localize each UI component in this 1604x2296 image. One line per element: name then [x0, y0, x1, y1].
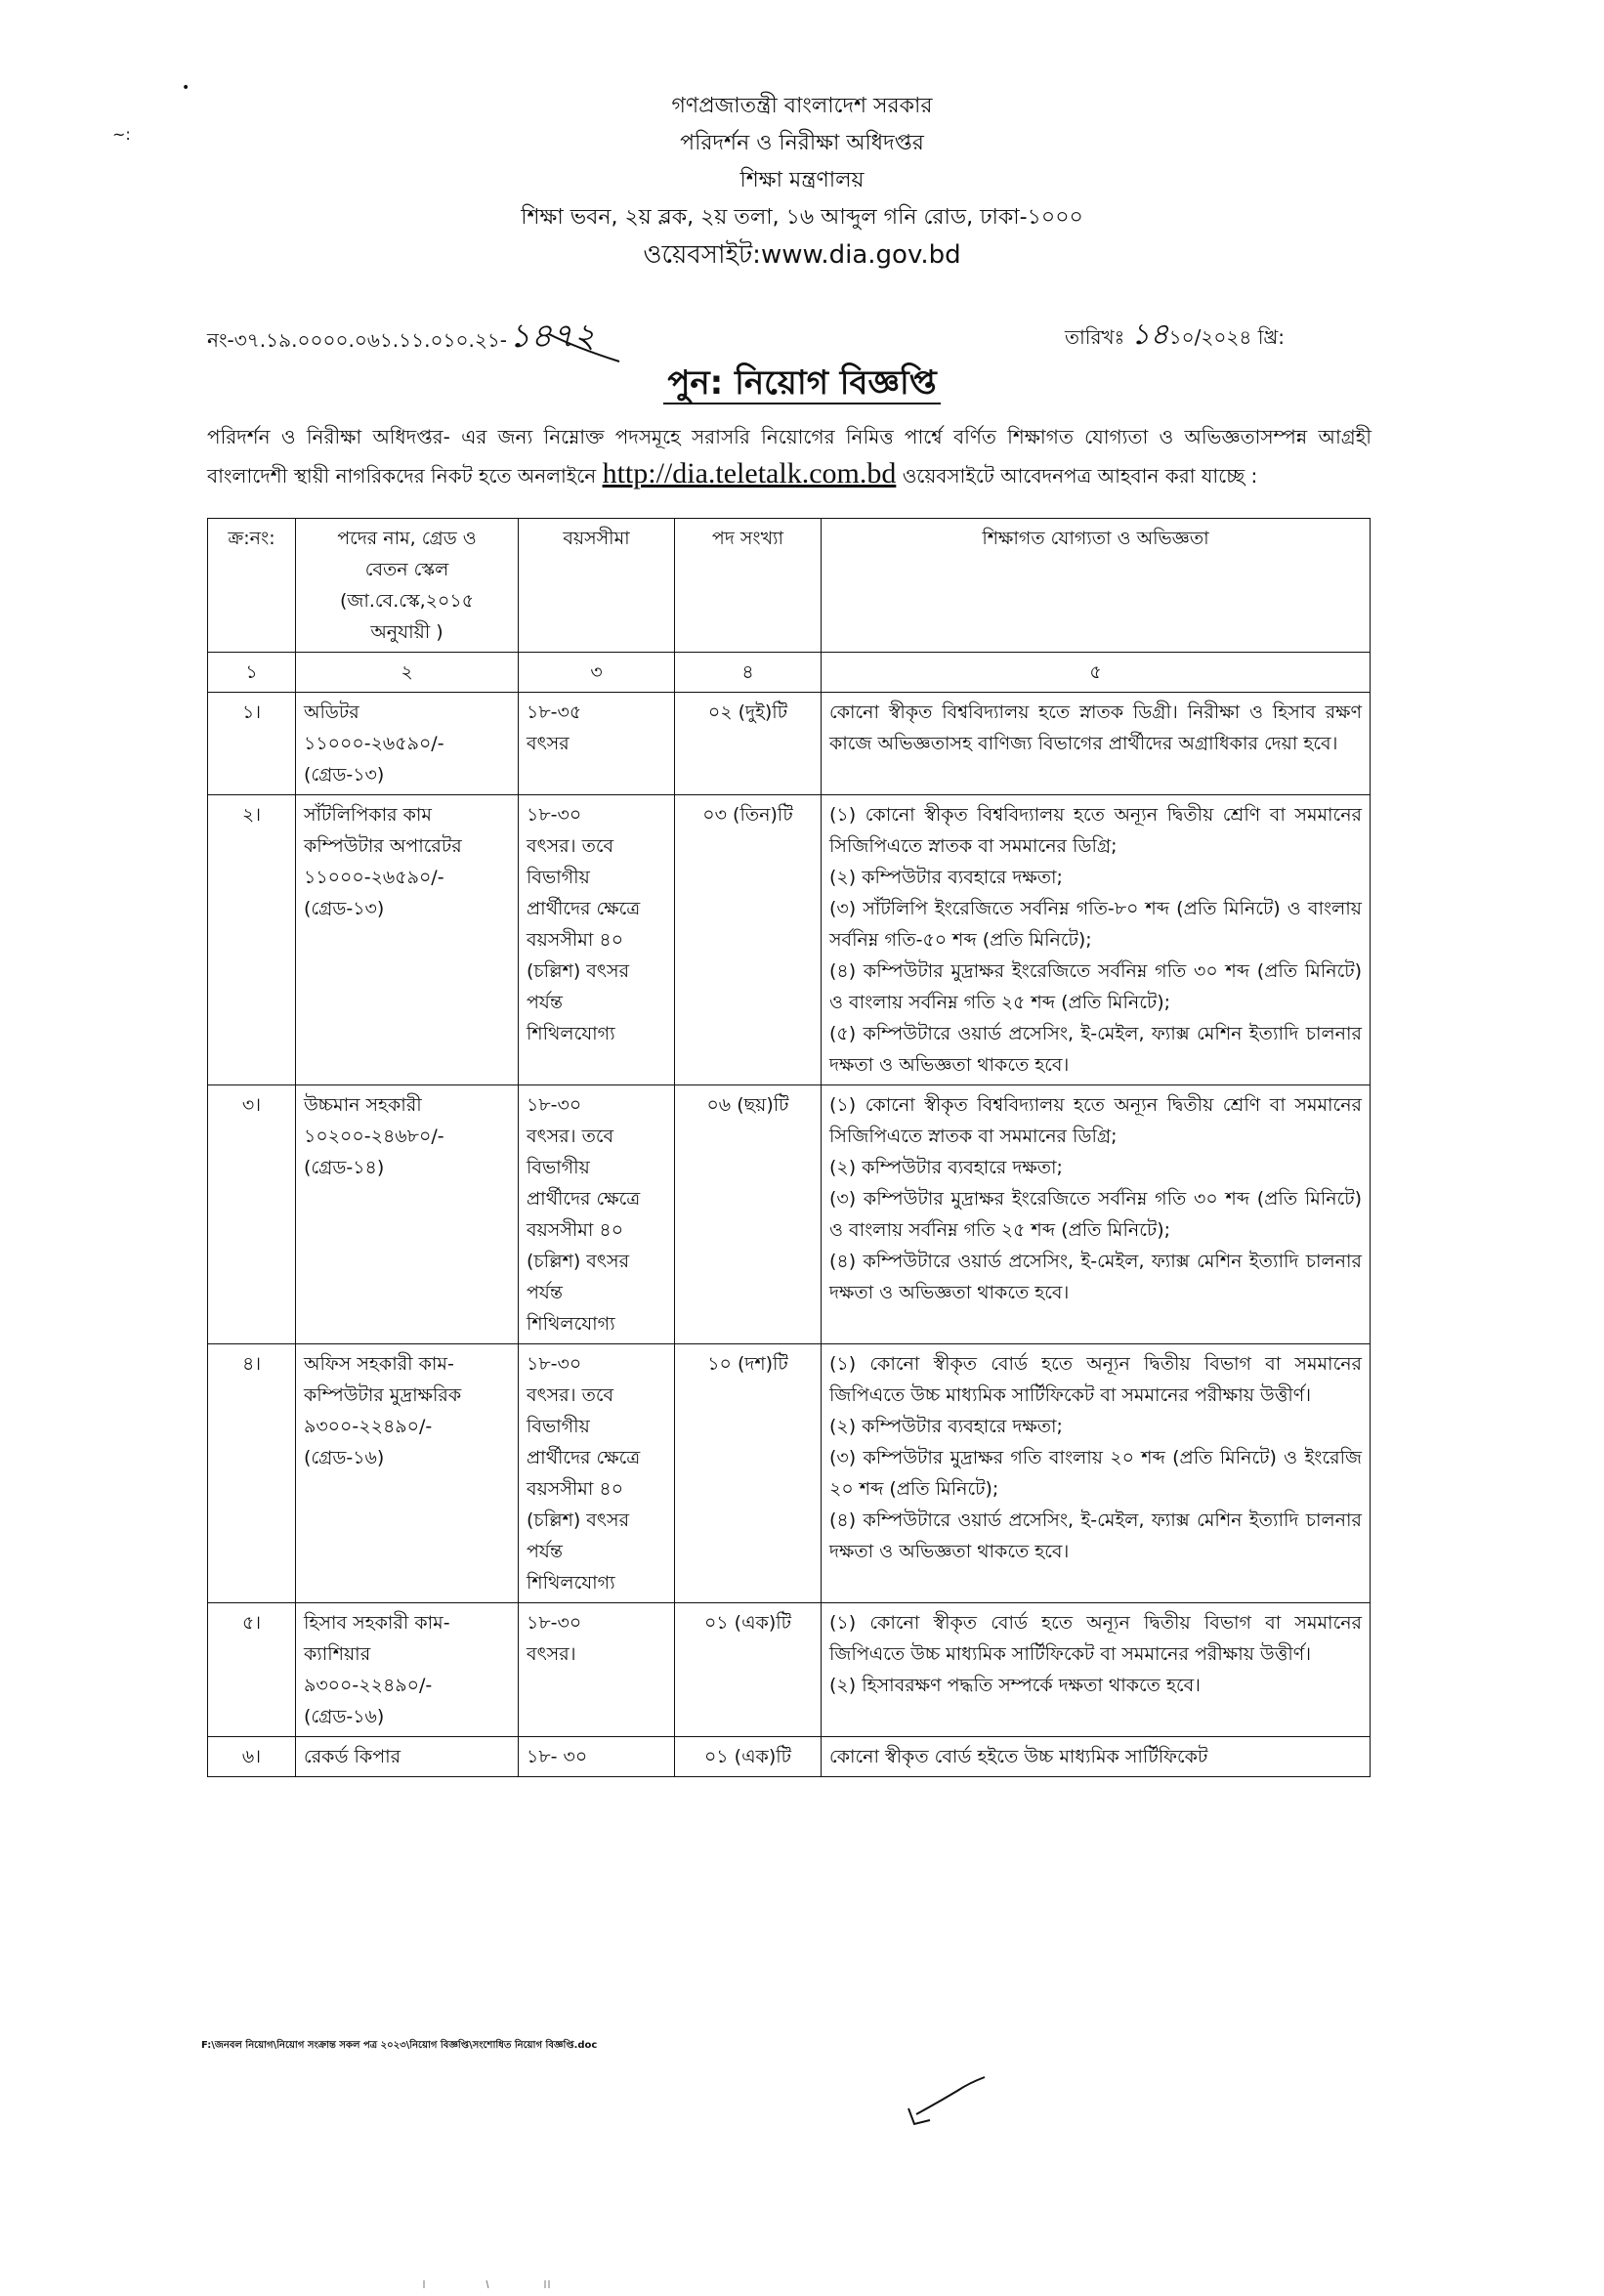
post-cell-line: (গ্রেড-১৪): [304, 1157, 385, 1178]
margin-mark: ~:: [112, 125, 131, 144]
date-rest: ১০/২০২৪ খ্রি:: [1168, 325, 1286, 349]
age-cell-line: ১৮-৩৫: [527, 702, 582, 723]
office-address: শিক্ষা ভবন, ২য় ব্লক, ২য় তলা, ১৬ আব্দুল গনি রোড, ঢাকা-১০০০: [521, 205, 1083, 230]
notice-title-text: পুন: নিয়োগ বিজ্ঞপ্তি: [663, 363, 940, 404]
header-age: বয়সসীমা: [519, 519, 675, 653]
ministry-name: শিক্ষা মন্ত্রণালয়: [739, 168, 865, 192]
qualification-cell-line: (৪) কম্পিউটারে ওয়ার্ড প্রসেসিং, ই-মেইল, ফ্যাক্স মেশিন ইত্যাদি চালনার দক্ষতা ও অভিজ্ঞতা থাকতে হবে।: [829, 1509, 1362, 1562]
age-cell-line: বিভাগীয়: [527, 1157, 590, 1178]
qualification-cell: [822, 1737, 1371, 1777]
date-label: তারিখঃ: [1065, 325, 1125, 349]
age-cell: [519, 1603, 675, 1737]
margin-mark: •: [182, 80, 190, 96]
serial-cell: ৪।: [208, 1344, 296, 1603]
age-cell: [519, 1737, 675, 1777]
post-cell-line: (গ্রেড-১৩): [304, 898, 385, 919]
post-cell: [296, 1737, 519, 1777]
qualification-cell-line: (৩) সাঁটলিপি ইংরেজিতে সর্বনিম্ন গতি-৮০ শব্দ (প্রতি মিনিটে) ও বাংলায় সর্বনিম্ন গতি-৫০ শব্দ (প্রতি মিনিটে);: [829, 898, 1362, 951]
column-number: ৩: [519, 653, 675, 693]
qualification-cell: [822, 1085, 1371, 1344]
age-cell-line: বয়সসীমা ৪০: [527, 1478, 624, 1500]
qualification-cell-line: (২) কম্পিউটার ব্যবহারে দক্ষতা;: [829, 867, 1063, 888]
qualification-cell-line: (৩) কম্পিউটার মুদ্রাক্ষর গতি বাংলায় ২০ শব্দ (প্রতি মিনিটে) ও ইংরেজি ২০ শব্দ (প্রতি মিনিটে);: [829, 1447, 1362, 1500]
post-cell: [296, 693, 519, 795]
age-cell: [519, 795, 675, 1085]
post-cell-line: ৯৩০০-২২৪৯০/-: [304, 1416, 433, 1437]
intro-text-after: ওয়েবসাইটে আবেদনপত্র আহবান করা যাচ্ছে :: [902, 464, 1258, 488]
column-number: ৫: [822, 653, 1371, 693]
serial-cell: ২।: [208, 795, 296, 1085]
age-cell-line: শিথিলযোগ্য: [527, 1313, 615, 1335]
post-cell: [296, 1603, 519, 1737]
age-cell-line: বৎসর। তবে: [527, 1126, 614, 1147]
count-cell: ১০ (দশ)টি: [675, 1344, 822, 1603]
qualification-cell-line: (১) কোনো স্বীকৃত বিশ্ববিদ্যালয় হতে অন্যূন দ্বিতীয় শ্রেণি বা সমমানের সিজিপিএতে স্নাতক বা সমমানের ডিগ্রি;: [829, 1094, 1362, 1147]
age-cell-line: পর্যন্ত: [527, 1282, 563, 1303]
age-cell-line: বৎসর। তবে: [527, 835, 614, 857]
qualification-cell-line: কোনো স্বীকৃত বোর্ড হইতে উচ্চ মাধ্যমিক সার্টিফিকেট: [829, 1746, 1208, 1767]
age-cell-line: (চল্লিশ) বৎসর: [527, 1509, 630, 1531]
post-cell: [296, 795, 519, 1085]
age-cell-line: বৎসর।: [527, 1643, 576, 1665]
age-cell-line: বিভাগীয়: [527, 867, 590, 888]
qualification-cell-line: (৪) কম্পিউটার মুদ্রাক্ষর ইংরেজিতে সর্বনিম্ন গতি ৩০ শব্দ (প্রতি মিনিটে) ও বাংলায় সর্বনিম্ন গতি ২৫ শব্দ (প্রতি মিনিটে);: [829, 960, 1362, 1013]
qualification-cell-line: (৫) কম্পিউটারে ওয়ার্ড প্রসেসিং, ই-মেইল, ফ্যাক্স মেশিন ইত্যাদি চালনার দক্ষতা ও অভিজ্ঞতা থাকতে হবে।: [829, 1023, 1362, 1076]
post-cell-line: অফিস সহকারী কাম-: [304, 1353, 454, 1375]
serial-cell: ৩।: [208, 1085, 296, 1344]
serial-cell: ১।: [208, 693, 296, 795]
age-cell-line: প্রার্থীদের ক্ষেত্রে: [527, 1188, 641, 1210]
count-cell: ০১ (এক)টি: [675, 1603, 822, 1737]
post-cell-line: (গ্রেড-১৬): [304, 1706, 385, 1727]
govt-name: গণপ্রজাতন্ত্রী বাংলাদেশ সরকার: [671, 94, 933, 118]
age-cell-line: ১৮-৩০: [527, 1353, 582, 1375]
header-post: পদের নাম, গ্রেড ও বেতন স্কেল (জা.বে.স্কে,২০১৫ অনুযায়ী ): [296, 519, 519, 653]
intro-text: পরিদর্শন ও নিরীক্ষা অধিদপ্তর- এর জন্য নিম্নোক্ত পদসমূহে সরাসরি নিয়োগের নিমিত্ত পার্শ্বে বর্ণিত শিক্ষাগত যোগ্যতা ও অভিজ্ঞতাসম্পন্ন আগ্রহী বাংলাদেশী স্থায়ী নাগরিকদের নিকট হতে অনলাইনে: [207, 425, 1372, 488]
table-row: [208, 795, 1371, 1085]
age-cell-line: ১৮- ৩০: [527, 1746, 588, 1767]
file-path: F:\জনবল নিয়োগ\নিয়োগ সংক্রান্ত সকল পত্র ২০২৩\নিয়োগ বিজ্ঞপ্তি\সংশোধিত নিয়োগ বিজ্ঞপ্তি.doc: [201, 2040, 598, 2051]
qualification-cell: [822, 693, 1371, 795]
age-cell-line: শিথিলযোগ্য: [527, 1572, 615, 1594]
post-cell-line: ৯৩০০-২২৪৯০/-: [304, 1675, 433, 1696]
column-number: ১: [208, 653, 296, 693]
qualification-cell: [822, 795, 1371, 1085]
qualification-cell: [822, 1344, 1371, 1603]
table-row: [208, 1737, 1371, 1777]
age-cell-line: ১৮-৩০: [527, 1094, 582, 1116]
vacancy-table: [207, 518, 1371, 1777]
header-count: পদ সংখ্যা: [675, 519, 822, 653]
qualification-cell-line: (৪) কম্পিউটারে ওয়ার্ড প্রসেসিং, ই-মেইল, ফ্যাক্স মেশিন ইত্যাদি চালনার দক্ষতা ও অভিজ্ঞতা থাকতে হবে।: [829, 1251, 1362, 1303]
age-cell-line: বিভাগীয়: [527, 1416, 590, 1437]
count-cell: ০৬ (ছয়)টি: [675, 1085, 822, 1344]
qualification-cell-line: কোনো স্বীকৃত বিশ্ববিদ্যালয় হতে স্নাতক ডিগ্রী। নিরীক্ষা ও হিসাব রক্ষণ কাজে অভিজ্ঞতাসহ বাণিজ্য বিভাগের প্রার্থীদের অগ্রাধিকার দেয়া হবে।: [829, 702, 1362, 754]
age-cell-line: শিথিলযোগ্য: [527, 1023, 615, 1044]
table-header-row: [208, 519, 1371, 653]
qualification-cell-line: (২) কম্পিউটার ব্যবহারে দক্ষতা;: [829, 1416, 1063, 1437]
post-cell-line: (গ্রেড-১৩): [304, 764, 385, 786]
age-cell-line: ১৮-৩০: [527, 1612, 582, 1634]
serial-cell: ৫।: [208, 1603, 296, 1737]
table-row: [208, 1603, 1371, 1737]
serial-cell: ৬।: [208, 1737, 296, 1777]
qualification-cell-line: (১) কোনো স্বীকৃত বোর্ড হতে অন্যূন দ্বিতীয় বিভাগ বা সমমানের জিপিএতে উচ্চ মাধ্যমিক সার্টিফিকেট বা সমমানের পরীক্ষায় উত্তীর্ণ।: [829, 1612, 1362, 1665]
age-cell-line: পর্যন্ত: [527, 1541, 563, 1562]
post-cell-line: কম্পিউটার অপারেটর: [304, 835, 462, 857]
post-cell-line: ১১০০০-২৬৫৯০/-: [304, 867, 444, 888]
memo-date: [1065, 311, 1285, 361]
post-cell-line: ক্যাশিয়ার: [304, 1643, 371, 1665]
application-url[interactable]: http://dia.teletalk.com.bd: [602, 457, 897, 489]
post-cell-line: কম্পিউটার মুদ্রাক্ষরিক: [304, 1384, 462, 1406]
count-cell: ০৩ (তিন)টি: [675, 795, 822, 1085]
memo-number-text: নং-৩৭.১৯.০০০০.০৬১.১১.০১০.২১-: [207, 328, 508, 352]
post-cell-line: ১০২০০-২৪৬৮০/-: [304, 1126, 444, 1147]
count-cell: ০২ (দুই)টি: [675, 693, 822, 795]
count-cell: ০১ (এক)টি: [675, 1737, 822, 1777]
column-number-row: [208, 653, 1371, 693]
age-cell-line: ১৮-৩০: [527, 804, 582, 826]
post-cell-line: অডিটর: [304, 702, 359, 723]
age-cell: [519, 1344, 675, 1603]
table-row: [208, 693, 1371, 795]
qualification-cell-line: (৩) কম্পিউটার মুদ্রাক্ষর ইংরেজিতে সর্বনিম্ন গতি ৩০ শব্দ (প্রতি মিনিটে) ও বাংলায় সর্বনিম্ন গতি ২৫ শব্দ (প্রতি মিনিটে);: [829, 1188, 1362, 1241]
age-cell-line: পর্যন্ত: [527, 992, 563, 1013]
age-cell-line: (চল্লিশ) বৎসর: [527, 1251, 630, 1272]
header-qualification: শিক্ষাগত যোগ্যতা ও অভিজ্ঞতা: [822, 519, 1371, 653]
age-cell-line: প্রার্থীদের ক্ষেত্রে: [527, 1447, 641, 1468]
qualification-cell-line: (১) কোনো স্বীকৃত বিশ্ববিদ্যালয় হতে অন্যূন দ্বিতীয় শ্রেণি বা সমমানের সিজিপিএতে স্নাতক বা সমমানের ডিগ্রি;: [829, 804, 1362, 857]
age-cell-line: বয়সসীমা ৪০: [527, 1219, 624, 1241]
age-cell-line: বৎসর: [527, 733, 570, 754]
qualification-cell: [822, 1603, 1371, 1737]
age-cell: [519, 693, 675, 795]
post-cell: [296, 1085, 519, 1344]
qualification-cell-line: (২) হিসাবরক্ষণ পদ্ধতি সম্পর্কে দক্ষতা থাকতে হবে।: [829, 1675, 1201, 1696]
scan-marks: [420, 2278, 713, 2290]
intro-paragraph: [207, 418, 1372, 494]
department-name: পরিদর্শন ও নিরীক্ষা অধিদপ্তর: [680, 131, 924, 155]
age-cell-line: প্রার্থীদের ক্ষেত্রে: [527, 898, 641, 919]
table-body: [208, 693, 1371, 1777]
table-row: [208, 1085, 1371, 1344]
qualification-cell-line: (১) কোনো স্বীকৃত বোর্ড হতে অন্যূন দ্বিতীয় বিভাগ বা সমমানের জিপিএতে উচ্চ মাধ্যমিক সার্টিফিকেট বা সমমানের পরীক্ষায় উত্তীর্ণ।: [829, 1353, 1362, 1406]
age-cell: [519, 1085, 675, 1344]
post-cell-line: হিসাব সহকারী কাম-: [304, 1612, 450, 1634]
post-cell-line: রেকর্ড কিপার: [304, 1746, 401, 1767]
age-cell-line: বয়সসীমা ৪০: [527, 929, 624, 951]
table-row: [208, 1344, 1371, 1603]
post-cell: [296, 1344, 519, 1603]
age-cell-line: (চল্লিশ) বৎসর: [527, 960, 630, 982]
post-cell-line: (গ্রেড-১৬): [304, 1447, 385, 1468]
age-cell-line: বৎসর। তবে: [527, 1384, 614, 1406]
date-handwritten: ১৪: [1130, 318, 1169, 352]
post-cell-line: উচ্চমান সহকারী: [304, 1094, 422, 1116]
column-number: ২: [296, 653, 519, 693]
header-serial: ক্র:নং:: [208, 519, 296, 653]
post-cell-line: ১১০০০-২৬৫৯০/-: [304, 733, 444, 754]
notice-title: [0, 358, 1604, 413]
memo-number-handwritten: ১৪৭২: [509, 317, 596, 356]
post-cell-line: সাঁটলিপিকার কাম: [304, 804, 432, 826]
column-number: ৪: [675, 653, 822, 693]
signature-mark: [899, 2071, 1006, 2130]
website: ওয়েবসাইট:www.dia.gov.bd: [643, 240, 961, 270]
qualification-cell-line: (২) কম্পিউটার ব্যবহারে দক্ষতা;: [829, 1157, 1063, 1178]
